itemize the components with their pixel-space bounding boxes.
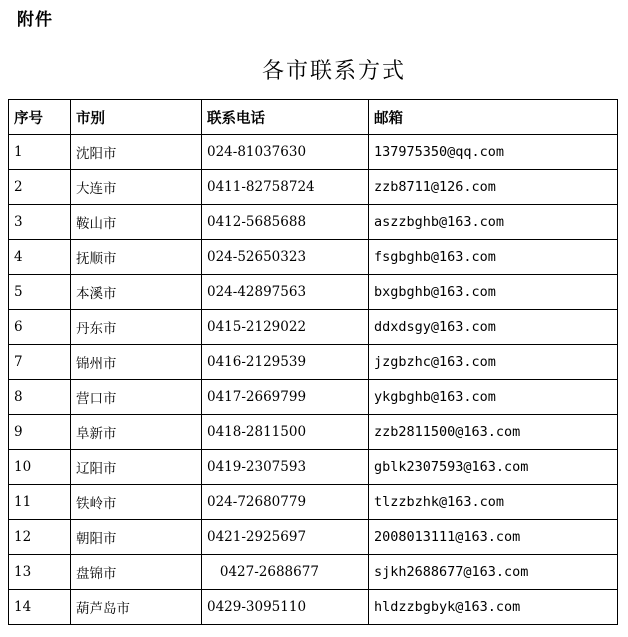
row-phone: 0418-2811500	[202, 415, 369, 450]
row-number: 4	[9, 240, 71, 275]
header-phone: 联系电话	[202, 100, 369, 135]
row-phone: 0421-2925697	[202, 520, 369, 555]
row-number: 8	[9, 380, 71, 415]
row-number: 11	[9, 485, 71, 520]
table-row	[9, 345, 618, 380]
attachment-label: 附件	[17, 10, 53, 30]
row-city: 丹东市	[71, 310, 202, 345]
row-city: 本溪市	[71, 275, 202, 310]
table-row	[9, 555, 618, 590]
header-email: 邮箱	[369, 100, 618, 135]
row-number: 2	[9, 170, 71, 205]
header-number: 序号	[9, 100, 71, 135]
row-number: 14	[9, 590, 71, 625]
row-email: jzgbzhc@163.com	[369, 345, 618, 380]
row-city: 鞍山市	[71, 205, 202, 240]
row-email: ddxdsgy@163.com	[369, 310, 618, 345]
table-row	[9, 520, 618, 555]
row-city: 阜新市	[71, 415, 202, 450]
row-number: 3	[9, 205, 71, 240]
table-row	[9, 310, 618, 345]
row-city: 辽阳市	[71, 450, 202, 485]
row-city: 抚顺市	[71, 240, 202, 275]
row-number: 12	[9, 520, 71, 555]
row-phone: 0429-3095110	[202, 590, 369, 625]
row-phone: 0412-5685688	[202, 205, 369, 240]
row-phone: 0419-2307593	[202, 450, 369, 485]
row-phone: 0427-2688677	[202, 555, 369, 590]
row-email: aszzbghb@163.com	[369, 205, 618, 240]
table-row	[9, 590, 618, 625]
table-row	[9, 135, 618, 170]
row-city: 盘锦市	[71, 555, 202, 590]
row-email: bxgbghb@163.com	[369, 275, 618, 310]
row-number: 5	[9, 275, 71, 310]
row-email: ykgbghb@163.com	[369, 380, 618, 415]
page-title: 各市联系方式	[261, 59, 406, 84]
row-phone: 0416-2129539	[202, 345, 369, 380]
row-email: 2008013111@163.com	[369, 520, 618, 555]
row-phone: 024-42897563	[202, 275, 369, 310]
row-city: 营口市	[71, 380, 202, 415]
row-phone: 0417-2669799	[202, 380, 369, 415]
row-phone: 024-52650323	[202, 240, 369, 275]
row-number: 1	[9, 135, 71, 170]
row-email: hldzzbgbyk@163.com	[369, 590, 618, 625]
row-phone: 0411-82758724	[202, 170, 369, 205]
row-number: 9	[9, 415, 71, 450]
row-email: zzb8711@126.com	[369, 170, 618, 205]
table-row	[9, 275, 618, 310]
row-number: 6	[9, 310, 71, 345]
row-phone: 0415-2129022	[202, 310, 369, 345]
row-email: tlzzbzhk@163.com	[369, 485, 618, 520]
table-header-row	[9, 100, 618, 135]
contacts-table	[8, 99, 618, 625]
row-city: 葫芦岛市	[71, 590, 202, 625]
row-city: 铁岭市	[71, 485, 202, 520]
row-email: gblk2307593@163.com	[369, 450, 618, 485]
row-city: 锦州市	[71, 345, 202, 380]
row-city: 朝阳市	[71, 520, 202, 555]
row-email: 137975350@qq.com	[369, 135, 618, 170]
table-row	[9, 240, 618, 275]
table-row	[9, 170, 618, 205]
row-number: 7	[9, 345, 71, 380]
table-row	[9, 380, 618, 415]
table-body	[9, 135, 618, 625]
row-city: 沈阳市	[71, 135, 202, 170]
row-email: sjkh2688677@163.com	[369, 555, 618, 590]
table-row	[9, 485, 618, 520]
table-row	[9, 415, 618, 450]
row-email: fsgbghb@163.com	[369, 240, 618, 275]
row-city: 大连市	[71, 170, 202, 205]
table-row	[9, 205, 618, 240]
header-city: 市别	[71, 100, 202, 135]
row-number: 13	[9, 555, 71, 590]
row-phone: 024-81037630	[202, 135, 369, 170]
row-number: 10	[9, 450, 71, 485]
row-email: zzb2811500@163.com	[369, 415, 618, 450]
table-row	[9, 450, 618, 485]
row-phone: 024-72680779	[202, 485, 369, 520]
